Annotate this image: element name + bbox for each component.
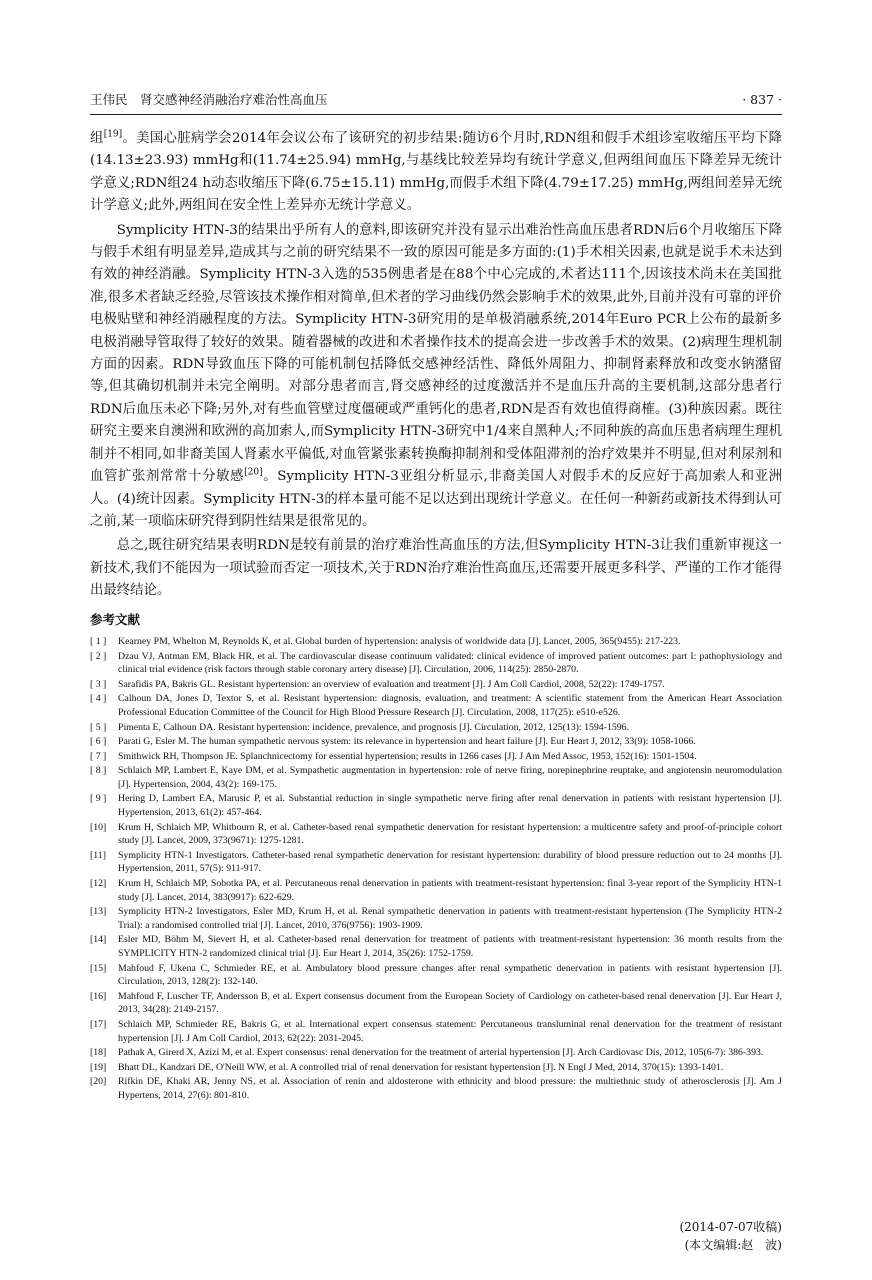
reference-item [90, 821, 782, 848]
reference-text: Schlaich MP, Lambert E, Kaye DM, et al. Sympathetic augmentation in hypertension: role of nerve firing, norepinephrine reuptake, and angiotensin neuromodulation [J]. Hypertension, 2004, 43(2): 169-175. [118, 765, 782, 790]
reference-item [90, 849, 782, 876]
reference-item [90, 735, 782, 749]
reference-text: Esler MD, Böhm M, Sievert H, et al. Catheter-based renal denervation for treatment of patients with treatment-resistant hypertension: 36 month results from the SYMPLICITY HTN-2 randomized clinical trial [J]. Eur Heart J, 2014, 35(26): 1752-1759. [118, 934, 782, 959]
reference-text: Pathak A, Girerd X, Azizi M, et al. Expert consensus: renal denervation for the treatment of arterial hypertension [J]. Arch Cardiovasc Dis, 2012, 105(6-7): 386-393. [118, 1047, 764, 1059]
footer-note [679, 1218, 782, 1254]
reference-text: Sarafidis PA, Bakris GL. Resistant hypertension: an overview of evaluation and treatment [J]. J Am Coll Cardiol, 2008, 52(22): 1749-1757. [118, 678, 665, 690]
reference-number: [11] [90, 849, 106, 861]
reference-text: Smithwick RH, Thompson JE. Splanchnicectomy for essential hypertension; results in 1266 cases [J]. J Am Med Assoc, 1953, 152(16): 1501-1504. [118, 750, 697, 762]
reference-text: Dzau VJ, Antman EM, Black HR, et al. The cardiovascular disease continuum validated: clinical evidence of improved patient outcomes: part I: pathophysiology and clinical trial evidence (risk factors through stable coronary artery disease) [J]. Circulation, 2006, 114(25): 2850-2870. [118, 650, 782, 676]
citation-20: [20] [244, 467, 263, 478]
reference-number: [20] [90, 1076, 107, 1088]
reference-item [90, 650, 782, 677]
reference-text: Symplicity HTN-1 Investigators. Catheter-based renal sympathetic denervation for resistant hypertension: durability of blood pressure reduction out to 24 months [J]. Hypertension, 2011, 57(5): 911-917. [118, 849, 782, 875]
reference-text: Pimenta E, Calhoun DA. Resistant hypertension: incidence, prevalence, and prognosis [J]. Circulation, 2012, 125(13): 1594-1596. [118, 721, 629, 733]
reference-item [90, 721, 782, 735]
reference-item [90, 962, 782, 989]
page-number: · 837 · [742, 92, 782, 107]
reference-number: [ 2 ] [90, 650, 107, 662]
reference-item [90, 877, 782, 904]
reference-number: [17] [90, 1018, 107, 1030]
reference-text: Bhatt DL, Kandzari DE, O'Neill WW, et al. A controlled trial of renal denervation for resistant hypertension [J]. N Engl J Med, 2014, 370(15): 1393-1401. [118, 1061, 724, 1073]
reference-number: [14] [90, 934, 107, 946]
reference-number: [ 9 ] [90, 793, 107, 805]
reference-text: Symplicity HTN-2 Investigators, Esler MD, Krum H, et al. Renal sympathetic denervation in patients with treatment-resistant hypertension (The Symplicity HTN-2 Trial): a randomised controlled trial [J]. Lancet, 2010, 376(9756): 1903-1909. [118, 906, 782, 931]
reference-text: Mahfoud F, Ukena C, Schmieder RE, et al. Ambulatory blood pressure changes after renal sympathetic denervation in patients with resistant hypertension [J]. Circulation, 2013, 128(2): 132-140. [118, 962, 782, 988]
reference-item [90, 792, 782, 819]
paragraph-1-text: 。美国心脏病学会2014年会议公布了该研究的初步结果:随访6个月时,RDN组和假手术组诊室收缩压平均下降(14.13±23.93) mmHg和(11.74±25.94) mmHg,与基线比较差异均有统计学意义,但两组间血压下降差异无统计学意义;RDN组24 h动态收缩压下降(6.75±15.11) mmHg,而假手术组下降(4.79±17.25) mmHg,两组间差异无统计学意义;此外,两组间在安全性上差异亦无统计学意义。 [90, 131, 782, 214]
reference-number: [13] [90, 906, 107, 918]
reference-number: [16] [90, 990, 107, 1002]
reference-text: Mahfoud F, Luscher TF, Andersson B, et al. Expert consensus document from the European Society of Cardiology on catheter-based renal denervation [J]. Eur Heart J, 2013, 34(28): 2149-2157. [118, 990, 782, 1016]
reference-item [90, 750, 782, 764]
paragraph-3: 总之,既往研究结果表明RDN是较有前景的治疗难治性高血压的方法,但Symplicity HTN-3让我们重新审视这一新技术,我们不能因为一项试验而否定一项技术,关于RDN治疗难治性高血压,还需要开展更多科学、严谨的工作才能得出最终结论。 [90, 538, 782, 599]
citation-19: [19] [103, 129, 123, 140]
reference-item [90, 635, 782, 649]
reference-number: [10] [90, 821, 107, 833]
reference-number: [18] [90, 1047, 107, 1059]
reference-number: [19] [90, 1061, 107, 1073]
running-header [90, 90, 782, 115]
reference-text: Schlaich MP, Schmieder RE, Bakris G, et al. International expert consensus statement: Percutaneous transluminal renal denervation for the treatment of resistant hypertension [J]. J Am Coll Cardiol, 2013, 62(22): 2031-2045. [118, 1018, 782, 1044]
references-heading: 参考文献 [90, 611, 141, 627]
reference-item [90, 1046, 782, 1060]
reference-item [90, 1061, 782, 1075]
reference-item [90, 905, 782, 932]
article-body [90, 128, 782, 1104]
references-list [90, 635, 782, 1103]
header-title: 王伟民 肾交感神经消融治疗难治性高血压 [90, 92, 328, 107]
reference-number: [ 6 ] [90, 736, 107, 748]
paragraph-2-end: 。Symplicity HTN-3亚组分析显示,非裔美国人对假手术的反应好于高加索人和亚洲人。(4)统计因素。Symplicity HTN-3的样本量可能不足以达到出现统计学意义。在任何一种新药或新技术得到认可之前,某一项临床研究得到阴性结果是很常见的。 [90, 469, 783, 529]
reference-text: Rifkin DE, Khaki AR, Jenny NS, et al. Association of renin and aldosterone with ethnicity and blood pressure: the multiethnic study of atherosclerosis [J]. Am J Hypertens, 2014, 27(6): 801-810. [118, 1076, 782, 1101]
reference-text: Krum H, Schlaich MP, Whitbourn R, et al. Catheter-based renal sympathetic denervation for resistant hypertension: a multicentre safety and proof-of-principle cohort study [J]. Lancet, 2009, 373(9671): 1275-1281. [118, 821, 782, 847]
reference-number: [ 4 ] [90, 693, 107, 705]
reference-item [90, 990, 782, 1017]
received-date: (2014-07-07收稿) [679, 1220, 782, 1234]
reference-item [90, 678, 782, 692]
reference-item [90, 692, 782, 719]
reference-item [90, 1075, 782, 1102]
reference-number: [ 1 ] [90, 635, 107, 647]
paragraph-2 [90, 220, 782, 534]
paragraph-1-start: 组 [90, 131, 104, 146]
reference-number: [ 7 ] [90, 750, 107, 762]
reference-number: [ 3 ] [90, 678, 107, 690]
reference-number: [15] [90, 962, 107, 974]
editor-credit: (本文编辑:赵 波) [684, 1238, 782, 1252]
reference-number: [ 5 ] [90, 721, 107, 733]
reference-text: Calhoun DA, Jones D, Textor S, et al. Resistant hypertension: diagnosis, evaluation, and treatment: A scientific statement from the American Heart Association Professional Education Committee of the Council for High Blood Pressure Research [J]. Circulation, 2008, 117(25): e510-e526. [118, 693, 782, 718]
paragraph-1 [90, 128, 782, 218]
reference-text: Kearney PM, Whelton M, Reynolds K, et al. Global burden of hypertension: analysis of worldwide data [J]. Lancet, 2005, 365(9455): 217-223. [118, 635, 681, 647]
reference-item [90, 1018, 782, 1045]
reference-item [90, 933, 782, 960]
reference-number: [12] [90, 878, 107, 890]
reference-item [90, 764, 782, 791]
reference-number: [ 8 ] [90, 765, 107, 777]
reference-text: Hering D, Lambert EA, Marusic P, et al. Substantial reduction in single sympathetic nerve firing after renal denervation in patients with resistant hypertension [J]. Hypertension, 2013, 61(2): 457-464. [118, 793, 782, 819]
paragraph-2-text: Symplicity HTN-3的结果出乎所有人的意料,即该研究并没有显示出难治性高血压患者RDN后6个月收缩压下降与假手术组有明显差异,造成其与之前的研究结果不一致的原因可能是多方面的:(1)手术相关因素,也就是说手术未达到有效的神经消融。Symplicity HTN-3入选的535例患者是在88个中心完成的,术者达111个,因该技术尚未在美国批准,很多术者缺乏经验,尽管该技术操作相对简单,但术者的学习曲线仍然会影响手术的效果,此外,目前并没有可靠的评价电极贴壁和神经消融程度的方法。Symplicity HTN-3研究用的是单极消融系统,2014年Euro PCR上公布的最新多电极消融导管取得了较好的效果。随着器械的改进和术者操作技术的提高会进一步改善手术的效果。(2)病理生理机制方面的因素。RDN导致血压下降的可能机制包括降低交感神经活性、降低外周阻力、抑制肾素释放和改变水钠潴留等,但其确切机制并未完全阐明。对部分患者而言,肾交感神经的过度激活并不是血压升高的主要机制,这部分患者行RDN后血压未必下降;另外,对有些血管壁过度僵硬或严重钙化的患者,RDN是否有效也值得商榷。(3)种族因素。既往研究主要来自澳洲和欧洲的高加索人,而Symplicity HTN-3研究中1/4来自黑种人;不同种族的高血压患者病理生理机制并不相同,如非裔美国人肾素水平偏低,对血管紧张素转换酶抑制剂和受体阻滞剂的治疗效果并不明显,但对利尿剂和血管扩张剂常常十分敏感 [90, 222, 782, 485]
reference-text: Krum H, Schlaich MP, Sobotka PA, et al. Percutaneous renal denervation in patients with treatment-resistant hypertension: final 3-year report of the Symplicity HTN-1 study [J]. Lancet, 2014, 383(9917): 622-629. [118, 878, 782, 903]
reference-text: Parati G, Esler M. The human sympathetic nervous system: its relevance in hypertension and heart failure [J]. Eur Heart J, 2012, 33(9): 1058-1066. [118, 736, 696, 748]
